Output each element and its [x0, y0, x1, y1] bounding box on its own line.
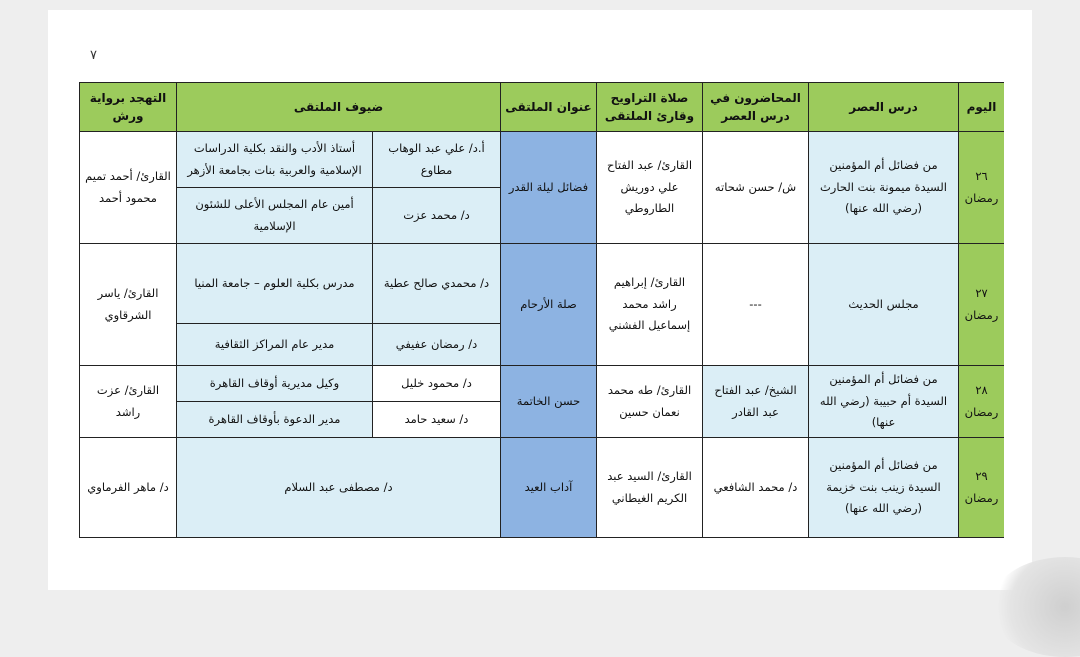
asr-lesson-cell: من فضائل أم المؤمنين السيدة أم حبيبة (رضي الله عنها): [809, 366, 959, 438]
header-guests: ضيوف الملتقى: [177, 83, 501, 132]
guest-name-cell: د/ محمد عزت: [373, 188, 501, 244]
asr-lesson-cell: مجلس الحديث: [809, 244, 959, 366]
day-cell: ٢٧ رمضان: [959, 244, 1005, 366]
forum-title-cell: آداب العيد: [501, 438, 597, 538]
header-day: اليوم: [959, 83, 1005, 132]
asr-lesson-cell: من فضائل أم المؤمنين السيدة زينب بنت خزيمة (رضي الله عنها): [809, 438, 959, 538]
tashahhud-cell: القارئ/ أحمد تميم محمود أحمد: [80, 132, 177, 244]
guest-name-cell: أ.د/ علي عبد الوهاب مطاوع: [373, 132, 501, 188]
lecturer-cell: ش/ حسن شحاته: [703, 132, 809, 244]
header-tashahhud: التهجد برواية ورش: [80, 83, 177, 132]
tashahhud-cell: القارئ/ ياسر الشرقاوي: [80, 244, 177, 366]
page-number: ٧: [90, 48, 97, 63]
day-cell: ٢٨ رمضان: [959, 366, 1005, 438]
header-asr-lecturers: المحاضرون في درس العصر: [703, 83, 809, 132]
asr-lesson-cell: من فضائل أم المؤمنين السيدة ميمونة بنت الحارث (رضي الله عنها): [809, 132, 959, 244]
header-asr-lesson: درس العصر: [809, 83, 959, 132]
day-cell: ٢٩ رمضان: [959, 438, 1005, 538]
table-row: [80, 244, 1005, 324]
tashahhud-cell: القارئ/ عزت راشد: [80, 366, 177, 438]
forum-title-cell: فضائل ليلة القدر: [501, 132, 597, 244]
lecturer-cell: ---: [703, 244, 809, 366]
header-row: [80, 83, 1005, 132]
forum-title-cell: صلة الأرحام: [501, 244, 597, 366]
taraweeh-cell: القارئ/ طه محمد نعمان حسين: [597, 366, 703, 438]
day-cell: ٢٦ رمضان: [959, 132, 1005, 244]
guest-role-cell: وكيل مديرية أوقاف القاهرة: [177, 366, 373, 402]
guest-role-cell: مدرس بكلية العلوم – جامعة المنيا: [177, 244, 373, 324]
forum-title-cell: حسن الخاتمة: [501, 366, 597, 438]
guest-role-cell: مدير عام المراكز الثقافية: [177, 324, 373, 366]
lecturer-cell: د/ محمد الشافعي: [703, 438, 809, 538]
table-row: [80, 366, 1005, 402]
guest-name-cell: د/ محمدي صالح عطية: [373, 244, 501, 324]
table-row: [80, 438, 1005, 538]
schedule-table-wrapper: [79, 82, 1004, 552]
tashahhud-cell: د/ ماهر الفرماوي: [80, 438, 177, 538]
guest-single-cell: د/ مصطفى عبد السلام: [177, 438, 501, 538]
guest-name-cell: د/ سعيد حامد: [373, 402, 501, 438]
guest-role-cell: أستاذ الأدب والنقد بكلية الدراسات الإسلامية والعربية بنات بجامعة الأزهر: [177, 132, 373, 188]
guest-name-cell: د/ رمضان عفيفي: [373, 324, 501, 366]
document-page: [48, 10, 1032, 590]
taraweeh-cell: القارئ/ عبد الفتاح علي دوريش الطاروطي: [597, 132, 703, 244]
schedule-table: [79, 82, 1004, 538]
guest-name-cell: د/ محمود خليل: [373, 366, 501, 402]
guest-role-cell: مدير الدعوة بأوقاف القاهرة: [177, 402, 373, 438]
taraweeh-cell: القارئ/ إبراهيم راشد محمد إسماعيل الفشني: [597, 244, 703, 366]
taraweeh-cell: القارئ/ السيد عبد الكريم الغيطاني: [597, 438, 703, 538]
header-taraweeh: صلاة التراويح وقارئ الملتقى: [597, 83, 703, 132]
page-bottom-fade: [79, 542, 1004, 562]
header-forum-title: عنوان الملتقى: [501, 83, 597, 132]
guest-role-cell: أمين عام المجلس الأعلى للشئون الإسلامية: [177, 188, 373, 244]
lecturer-cell: الشيخ/ عبد الفتاح عبد القادر: [703, 366, 809, 438]
table-row: [80, 132, 1005, 188]
